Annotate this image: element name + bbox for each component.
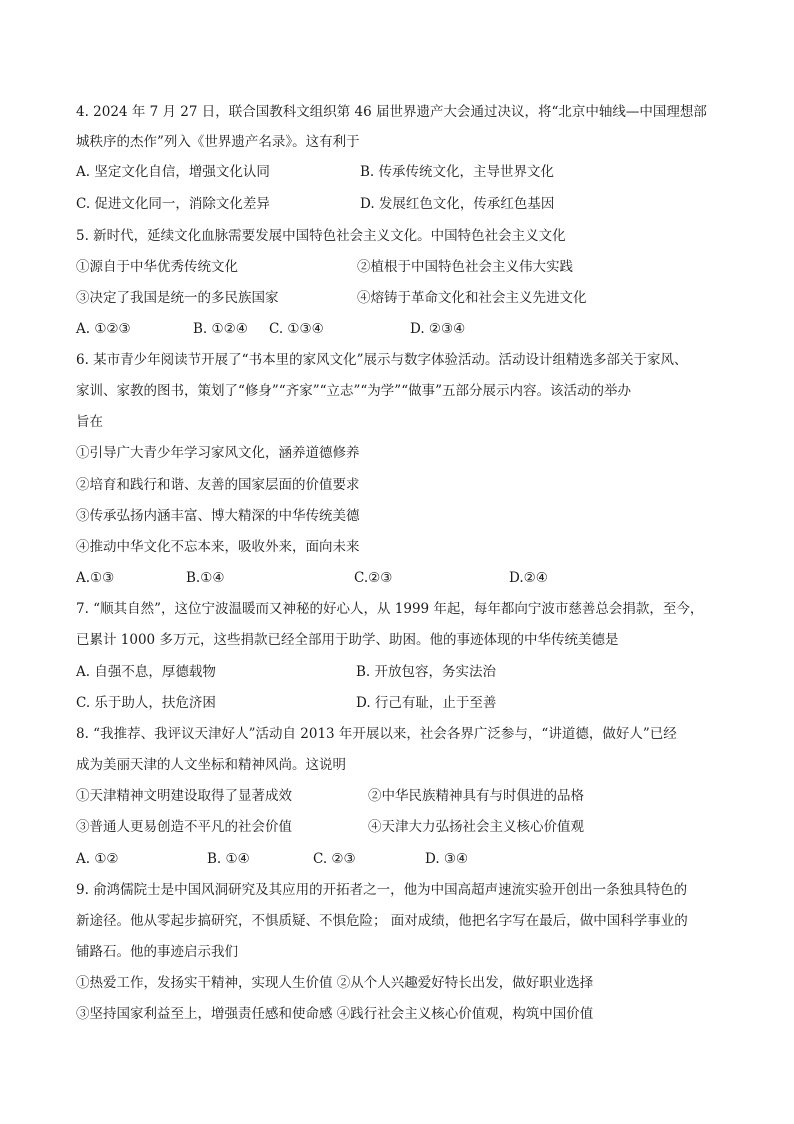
- q8-option-b: B. ①④: [207, 851, 250, 867]
- q8-option-c: C. ②③: [313, 851, 356, 867]
- q6-stem-line-3: 旨在: [76, 414, 103, 430]
- q8-option-a: A. ①②: [76, 851, 119, 867]
- q5-item-3: ③决定了我国是统一的多民族国家: [76, 290, 279, 306]
- q6-stem-line-2: 家训、家教的图书，策划了“修身”“齐家”“立志”“为学”“做事”五部分展示内容。该活动的举办: [76, 383, 632, 399]
- q6-option-c: C.②③: [354, 570, 393, 586]
- q7-option-d: D. 行己有耻，止于至善: [356, 695, 497, 711]
- q9-stem-line-1: 9. 俞鸿儒院士是中国风洞研究及其应用的开拓者之一，他为中国高超声速流实验开创出一条独具特色的: [76, 882, 688, 898]
- q4-stem-line-2: 城秩序的杰作”列入《世界遗产名录》。这有利于: [76, 134, 360, 150]
- q6-item-3: ③传承弘扬内涵丰富、博大精深的中华传统美德: [76, 508, 360, 524]
- q7-stem-line-1: 7. “顺其自然”，这位宁波温暖而又神秘的好心人，从 1999 年起，每年都向宁波市慈善总会捐款，至今，: [76, 601, 704, 617]
- q4-option-b: B. 传承传统文化，主导世界文化: [360, 164, 555, 180]
- q5-option-b: B. ①②④: [193, 321, 248, 337]
- q7-option-c: C. 乐于助人，扶危济困: [76, 695, 216, 711]
- q6-item-1: ①引导广大青少年学习家风文化，涵养道德修养: [76, 445, 360, 461]
- q8-item-3: ③普通人更易创造不平凡的社会价值: [76, 819, 292, 835]
- q6-option-b: B.①④: [186, 570, 225, 586]
- q5-stem-line-1: 5. 新时代，延续文化血脉需要发展中国特色社会主义文化。中国特色社会主义文化: [76, 228, 566, 244]
- q4-option-d: D. 发展红色文化，传承红色基因: [360, 196, 555, 212]
- q5-option-d: D. ②③④: [410, 321, 466, 337]
- q5-option-c: C. ①③④: [269, 321, 324, 337]
- q8-item-4: ④天津大力弘扬社会主义核心价值观: [368, 819, 584, 835]
- q5-option-a: A. ①②③: [76, 321, 131, 337]
- q9-stem-line-3: 铺路石。他的事迹启示我们: [76, 944, 238, 960]
- q9-stem-line-2: 新途径。他从零起步搞研究，不惧质疑、不惧危险； 面对成绩，他把名字写在最后，做中国科学事业的: [76, 913, 688, 929]
- q8-stem-line-1: 8. “我推荐、我评议天津好人”活动自 2013 年开展以来，社会各界广泛参与，“讲道德，做好人”已经: [76, 726, 677, 742]
- q7-option-a: A. 自强不息，厚德载物: [76, 664, 216, 680]
- q9-items-3-4: ③坚持国家利益至上，增强责任感和使命感 ④践行社会主义核心价值观，构筑中国价值: [76, 1006, 594, 1022]
- q6-option-d: D.②④: [509, 570, 548, 586]
- q6-stem-line-1: 6. 某市青少年阅读节开展了“书本里的家风文化”展示与数字体验活动。活动设计组精选多部关于家风、: [76, 352, 688, 368]
- q8-item-2: ②中华民族精神具有与时俱进的品格: [368, 788, 584, 804]
- q5-item-4: ④熔铸于革命文化和社会主义先进文化: [357, 290, 587, 306]
- q5-item-2: ②植根于中国特色社会主义伟大实践: [357, 259, 573, 275]
- q8-stem-line-2: 成为美丽天津的人文坐标和精神风尚。这说明: [76, 757, 346, 773]
- q4-stem-line-1: 4. 2024 年 7 月 27 日，联合国教科文组织第 46 届世界遗产大会通过决议，将“北京中轴线—中国理想部: [76, 104, 707, 120]
- q4-option-a: A. 坚定文化自信，增强文化认同: [76, 164, 270, 180]
- q8-item-1: ①天津精神文明建设取得了显著成效: [76, 788, 292, 804]
- q6-item-4: ④推动中华文化不忘本来，吸收外来，面向未来: [76, 539, 360, 555]
- q8-option-d: D. ③④: [425, 851, 469, 867]
- q7-option-b: B. 开放包容，务实法治: [356, 664, 497, 680]
- q5-item-1: ①源自于中华优秀传统文化: [76, 259, 238, 275]
- q7-stem-line-2: 已累计 1000 多万元，这些捐款已经全部用于助学、助困。他的事迹体现的中华传统美德是: [76, 632, 619, 648]
- q6-item-2: ②培育和践行和谐、友善的国家层面的价值要求: [76, 477, 360, 493]
- q9-items-1-2: ①热爱工作，发扬实干精神，实现人生价值 ②从个人兴趣爱好特长出发，做好职业选择: [76, 975, 594, 991]
- q6-option-a: A.①③: [76, 570, 115, 586]
- q4-option-c: C. 促进文化同一，消除文化差异: [76, 196, 270, 212]
